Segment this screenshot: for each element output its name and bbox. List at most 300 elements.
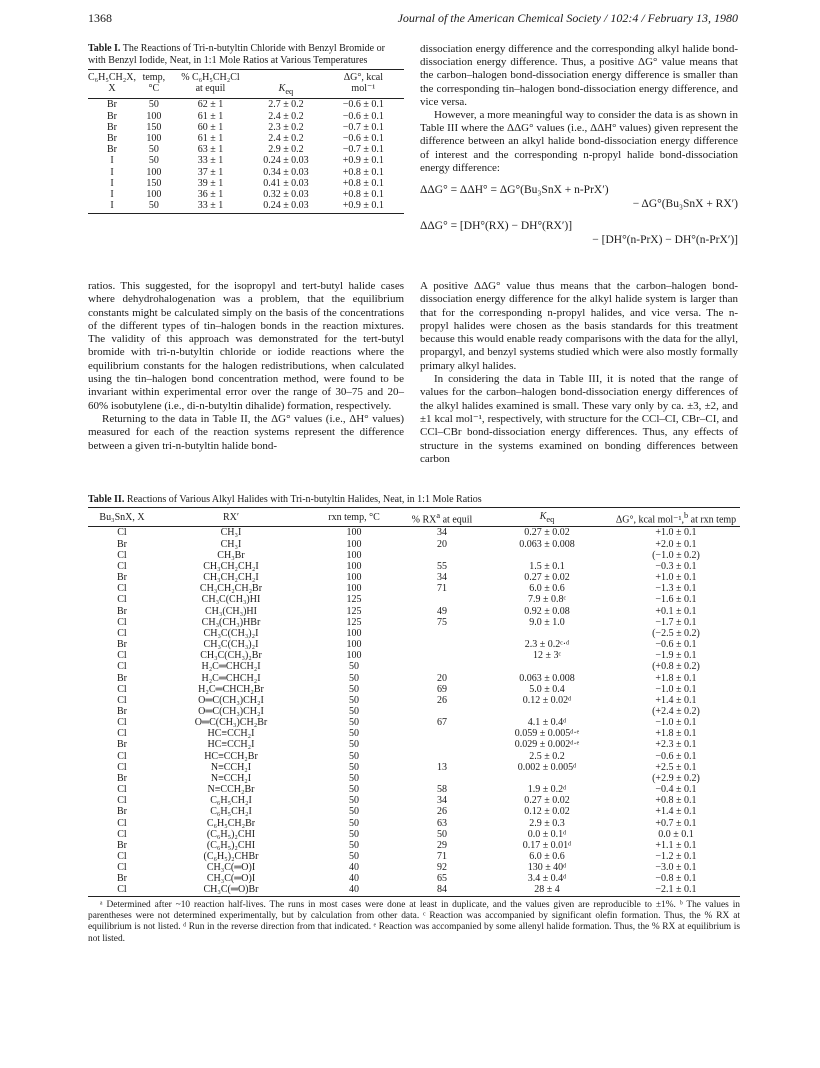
table-row [88,550,740,561]
table-cell: 0.12 ± 0.02 [524,806,570,818]
table-cell: CH₃C(CH₃)₂I [203,627,259,639]
table-cell: 5.0 ± 0.4 [529,683,565,695]
table-cell: 125 [346,605,362,617]
table-cell: 6.0 ± 0.6 [529,583,565,595]
table-row [88,167,404,178]
table2-caption-text: Reactions of Various Alkyl Halides with Tri-n-butyltin Halides, Neat, in 1:1 Mole Ratios [124,494,482,505]
table-row [88,840,740,851]
table-cell: Br [106,121,117,133]
table-cell: −1.7 ± 0.1 [655,616,697,628]
table-cell: +1.0 ± 0.1 [655,572,697,584]
equation-1-line-2: − ΔG°(Bu₃SnX + RX′) [632,198,738,211]
table-cell: 50 [349,717,359,729]
table-cell: Br [117,739,127,751]
table-cell: Br [117,672,127,684]
table-cell: CH₃CH₂CH₂I [203,572,259,584]
table-cell [402,650,482,661]
table1-h3: K [278,83,286,95]
table-cell: 71 [437,851,447,863]
table-cell: Cl [117,616,127,628]
equation-2-line-2: − [DH°(n-PrX) − DH°(n-PrX′)] [592,234,738,247]
table-row [88,762,740,773]
table-cell: CH₃I [220,538,242,550]
table2-header-cell [612,508,740,527]
table-cell: 50 [349,705,359,717]
table-row [88,829,740,840]
table-cell: −1.9 ± 0.1 [655,650,697,662]
table-cell: 0.24 ± 0.03 [263,155,309,167]
table-cell: 0.17 ± 0.01ᵈ [522,839,572,851]
table-row [88,155,404,166]
table-cell: 1.9 ± 0.2ᵈ [527,784,567,796]
table-cell: N≡CCH₂Br [207,784,255,796]
table-cell: (+2.4 ± 0.2) [652,705,700,717]
table-cell: H₂C═CHCH₂I [201,661,261,673]
table-cell [402,728,482,739]
table-cell: 63 [437,817,447,829]
table-row [88,639,740,650]
table-cell: 0.24 ± 0.03 [263,200,309,212]
table1-h1-line1: temp, [142,72,166,83]
table-cell: 65 [437,873,447,885]
table-cell: 71 [437,583,447,595]
table-row [88,133,404,144]
table-cell: CH₃C(CH₃)₂Br [200,650,262,662]
right-paragraph-3: A positive ΔΔG° value thus means that the carbon–halogen bond-dissociation energy difference for the alkyl halide system is larger than that for the corresponding n-propyl halides, and vice versa. The n-propyl halides were chosen as the basis standards for this treatment because this would enable ready comparisons with the data for the allyl, propargyl, and benzyl systems studied which were also mostly formally primary alkyl halides. [420,280,738,372]
table-cell: −1.0 ± 0.1 [655,717,697,729]
table-row [88,561,740,572]
table-cell: 33 ± 1 [197,200,224,212]
table-row [88,583,740,594]
table2-header [88,508,740,527]
table-cell: 37 ± 1 [197,166,224,178]
table-cell: 50 [349,672,359,684]
running-head [88,11,738,27]
table-cell: 50 [349,784,359,796]
table2-header-cell: Bu₃SnX, X [99,512,145,524]
table-row [88,784,740,795]
table-cell: +0.8 ± 0.1 [342,166,384,178]
table-cell: Cl [117,828,127,840]
table-cell: 150 [146,121,162,133]
table-cell: +0.1 ± 0.1 [655,605,697,617]
table-cell: 0.029 ± 0.002ᵈ·ᵉ [514,739,580,751]
table-cell: CH₃Br [217,549,245,561]
table-cell: I [110,166,114,178]
table-cell: O═C(CH₃)CH₂I [198,705,264,717]
table-cell: Cl [117,761,127,773]
table2-caption-label: Table II. [88,494,125,505]
table-cell: +0.8 ± 0.1 [655,795,697,807]
table-cell: +2.0 ± 0.1 [655,538,697,550]
table-cell: (C₆H₅)₂CHI [206,828,256,840]
left-column-bottom [88,280,404,453]
table-cell: 50 [349,828,359,840]
table-cell: +1.4 ± 0.1 [655,806,697,818]
table-cell: CH₃C(═O)I [206,873,256,885]
table-cell: Cl [117,817,127,829]
table-cell: Cl [117,717,127,729]
table-cell: H₂C═CHCH₂Br [198,683,264,695]
table-cell: 125 [346,616,362,628]
table-cell: 69 [437,683,447,695]
left-paragraph-1: ratios. This suggested, for the isopropyl and tert-butyl halide cases where dehydrohalogenation was a problem, that the equilibrium constants might be calculated simply on the basis of the concentrations of the different types of tin–halogen bonds in the reaction mixtures. The validity of this approach was demonstrated for the tert-butyl bromide with tri-n-butyltin chloride or iodide reactions where the equilibrium constants for the halogen redistributions, when calculated using the tin–halogen bond concentration method, were found to be invariant within experimental error over the range of 30–75 and 20–60% isobutylene (i.e., di-n-butyltin dihalide) formation, respectively. [88,280,404,412]
table-cell: 50 [349,817,359,829]
table-cell [402,550,482,561]
table-cell: (C₆H₅)₂CHI [206,839,256,851]
table-cell: 36 ± 1 [197,189,224,201]
table-cell: 50 [349,661,359,673]
table-cell [402,739,482,750]
table-cell: 100 [346,560,362,572]
table-cell: C₆H₅CH₂Br [206,817,256,829]
table-cell: 84 [437,884,447,896]
table-cell: −1.0 ± 0.1 [655,683,697,695]
table-cell: Cl [117,560,127,572]
table2-header-cell: rxn temp, °C [328,512,380,524]
table-cell: 55 [437,560,447,572]
table-cell: Br [106,144,117,156]
table-row [88,650,740,661]
table-cell: (+0.8 ± 0.2) [652,661,700,673]
table-cell: 50 [349,839,359,851]
table-row [88,717,740,728]
right-column-bottom [420,280,738,466]
table1-header-cell [323,70,404,99]
table-cell: 0.92 ± 0.08 [524,605,570,617]
table-cell: +1.8 ± 0.1 [655,672,697,684]
table2-h5: ΔG°, kcal mol⁻¹, [615,514,684,526]
table-cell: Br [117,839,127,851]
table-cell: 100 [346,527,362,539]
table-row [88,739,740,750]
table-cell: Br [117,806,127,818]
table-cell: 39 ± 1 [197,177,224,189]
table-cell [482,706,612,717]
table-cell: 50 [349,772,359,784]
table-cell: Cl [117,784,127,796]
table-cell: 50 [349,728,359,740]
table-cell: Cl [117,683,127,695]
table-cell: 2.7 ± 0.2 [268,99,304,111]
table-cell: Cl [117,650,127,662]
table-cell: 100 [346,538,362,550]
table-cell: Cl [117,527,127,539]
table1-h3-sub: eq [285,87,294,97]
table-cell: +2.5 ± 0.1 [655,761,697,773]
table-cell: O═C(CH₃)CH₂I [198,694,264,706]
table-cell: C₆H₅CH₂I [210,795,252,807]
table-cell: 1.5 ± 0.1 [529,560,565,572]
table2-h3: % RX [411,514,437,526]
table-cell: −0.3 ± 0.1 [655,560,697,572]
table-cell: Br [117,605,127,617]
table-row [88,617,740,628]
table-cell: 0.059 ± 0.005ᵈ·ᵉ [514,728,580,740]
table-cell [402,628,482,639]
table-cell: 6.0 ± 0.6 [529,851,565,863]
table-cell: 0.27 ± 0.02 [524,527,570,539]
table2-h4-sub: eq [546,514,555,524]
table1-header-cell [249,70,323,99]
table-cell: 0.32 ± 0.03 [263,189,309,201]
table-cell: 40 [349,862,359,874]
table1-header-cell [88,70,136,99]
table-cell: 50 [349,795,359,807]
table-cell: (C₆H₅)₂CHBr [203,851,259,863]
table-row [88,862,740,873]
table-cell: −1.3 ± 0.1 [655,583,697,595]
table-cell: +0.7 ± 0.1 [655,817,697,829]
table-cell [482,550,612,561]
table-cell: 33 ± 1 [197,155,224,167]
table-cell: 20 [437,672,447,684]
table-row [88,684,740,695]
table-cell: Br [117,538,127,550]
table-cell: 50 [349,694,359,706]
table-cell: 125 [346,594,362,606]
table-cell: 50 [349,851,359,863]
table-cell: +1.4 ± 0.1 [655,694,697,706]
table-cell [402,594,482,605]
table-cell: Br [106,110,117,122]
table-cell: +1.0 ± 0.1 [655,527,697,539]
table-cell: 50 [148,200,159,212]
table-cell: CH₃I [220,527,242,539]
table-row [88,873,740,884]
table2-h4: K [539,510,547,522]
table-cell: CH₃C(═O)I [206,862,256,874]
table-cell [402,706,482,717]
equation-1 [420,183,738,211]
table-cell: 50 [349,750,359,762]
table2-footnotes: ᵃ Determined after ~10 reaction half-lives. The runs in most cases were done at least in duplicate, and the values given are reproducible to ±1%. ᵇ The values in parentheses were not determined experimentally, but by calculation from other data. ᶜ Reaction was accompanied by significant olefin formation. Thus, the % RX at equilibrium is not listed. ᵈ Run in the reverse direction from that indicated. ᵉ Reaction was accompanied by some allenyl halide formation. Thus, the % RX at equilibrium is not listed. [88,899,740,944]
equation-1-line-1: ΔΔG° = ΔΔH° = ΔG°(Bu₃SnX + n-PrX′) [420,184,609,197]
table-cell: 100 [346,583,362,595]
table-cell: 100 [346,549,362,561]
table-cell: CH₃(CH₃)HI [205,605,257,617]
table-cell: −0.6 ± 0.1 [342,133,384,145]
table-cell: 92 [437,862,447,874]
table-cell: +0.8 ± 0.1 [342,177,384,189]
table-cell [402,639,482,650]
table-cell: Br [117,772,127,784]
left-column-top [88,43,404,214]
page-number: 1368 [88,11,112,25]
table-cell: HC≡CCH₂Br [204,750,258,762]
table-cell: 7.9 ± 0.8ᶜ [527,594,567,606]
table-cell: N≡CCH₂I [210,772,252,784]
table-cell: Br [117,572,127,584]
right-paragraph-2: However, a more meaningful way to consider the data is as shown in Table III where the ΔΔG° values (i.e., ΔΔH° values) given represent the difference between an alkyl halide bond-dissociation energy difference of interest and the corresponding n-propyl halide bond-dissociation energy difference: [420,109,738,174]
table-cell: 63 ± 1 [197,144,224,156]
table1-header-cell [172,70,249,99]
table-cell: CH₃C(═O)Br [203,884,259,896]
table1-h0-line1: C₆H₅CH₂X, [88,72,136,83]
table-cell: 0.0 ± 0.1 [658,828,694,840]
table-cell: Cl [117,862,127,874]
table-cell: I [110,177,114,189]
table-cell: HC≡CCH₂I [207,739,255,751]
table-cell: 50 [437,828,447,840]
table-cell: 0.002 ± 0.005ᵈ [517,761,577,773]
table-cell: 34 [437,572,447,584]
table-cell: I [110,200,114,212]
table-cell: 100 [346,627,362,639]
table-cell: CH₃CH₂CH₂I [203,560,259,572]
table-cell: −0.6 ± 0.1 [342,110,384,122]
table-cell: Br [106,99,117,111]
table-row [88,189,404,200]
table-cell: 13 [437,761,447,773]
table-cell: 2.3 ± 0.2 [268,121,304,133]
table-row [88,594,740,605]
table-cell: 50 [349,806,359,818]
table-cell [402,773,482,784]
table-cell: 62 ± 1 [197,99,224,111]
table2 [88,507,740,897]
table-cell: 0.41 ± 0.03 [263,177,309,189]
table-cell: 58 [437,784,447,796]
table-cell: 2.5 ± 0.2 [529,750,565,762]
table-cell: CH₃(CH₃)HBr [201,616,261,628]
table-cell: 130 ± 40ᵈ [527,862,567,874]
table2-h3-tail: at equil [440,514,473,526]
table-cell: 20 [437,538,447,550]
table-cell: 0.27 ± 0.02 [524,795,570,807]
table1-caption-label: Table I. [88,43,121,54]
table-row [88,884,740,896]
table-cell: 50 [148,144,159,156]
table-cell: 0.12 ± 0.02ᵈ [522,694,572,706]
equation-2-line-1: ΔΔG° = [DH°(RX) − DH°(RX′)] [420,220,573,233]
table-cell: Cl [117,627,127,639]
table-cell: 40 [349,884,359,896]
table-row [88,572,740,583]
table-cell: −2.1 ± 0.1 [655,884,697,896]
table-cell: −0.7 ± 0.1 [342,121,384,133]
table2-body [88,527,740,896]
table-cell: C₆H₅CH₂I [210,806,252,818]
table-cell: 0.063 ± 0.008 [519,538,575,550]
table-row [88,144,404,155]
table-cell: CH₃C(CH₃)HI [201,594,261,606]
table-cell: 50 [349,739,359,751]
table2-h5-tail: at rxn temp [688,514,737,526]
table-cell: 100 [146,133,162,145]
table1-header [88,70,404,99]
table-row [88,751,740,762]
table-cell [482,773,612,784]
table-cell: Cl [117,884,127,896]
table-row [88,527,740,539]
table-cell: I [110,155,114,167]
table-cell: 2.4 ± 0.2 [268,133,304,145]
table-cell: 34 [437,527,447,539]
journal-title: Journal of the American Chemical Society / 102:4 / February 13, 1980 [397,11,738,25]
table-cell: 2.4 ± 0.2 [268,110,304,122]
table-cell: (+2.9 ± 0.2) [652,772,700,784]
table-cell: 100 [346,650,362,662]
table-cell: +2.3 ± 0.1 [655,739,697,751]
table-cell: −0.7 ± 0.1 [342,144,384,156]
table-cell: Cl [117,594,127,606]
table-cell [482,661,612,672]
table-cell: Cl [117,583,127,595]
table1-caption [88,43,404,67]
table-cell: 100 [146,189,162,201]
table-cell: CH₃CH₂CH₂Br [199,583,263,595]
table-row [88,178,404,189]
table-cell: 100 [346,639,362,651]
table-cell: +1.8 ± 0.1 [655,728,697,740]
table-cell: 100 [346,572,362,584]
table-cell: Cl [117,661,127,673]
table-cell: Br [117,705,127,717]
table-cell: −3.0 ± 0.1 [655,862,697,874]
table-cell: 50 [349,761,359,773]
table-cell: I [110,189,114,201]
table-cell: −0.6 ± 0.1 [342,99,384,111]
table-row [88,851,740,862]
table-cell: 2.3 ± 0.2ᶜ·ᵈ [524,639,570,651]
table2-h5-sup: b [683,511,689,520]
table-row [88,628,740,639]
table1-h2-line1: % C₆H₅CH₂Cl [181,72,240,83]
table-cell: +0.8 ± 0.1 [342,189,384,201]
table-cell: 0.27 ± 0.02 [524,572,570,584]
table-cell: 0.34 ± 0.03 [263,166,309,178]
table-cell: 49 [437,605,447,617]
table-row [88,661,740,672]
table-cell: 100 [146,110,162,122]
table2-header-cell: RX′ [222,512,240,524]
table-cell: 61 ± 1 [197,133,224,145]
table-cell: −1.6 ± 0.1 [655,594,697,606]
table-cell: N≡CCH₂I [210,761,252,773]
table-row [88,99,404,111]
table2-caption [88,494,740,506]
table-cell: Cl [117,728,127,740]
table-cell [482,628,612,639]
right-paragraph-4: In considering the data in Table III, it is noted that the range of values for the carbon–halogen bond-dissociation energy differences of the alkyl halides examined is small. These vary only by ca. ±3, ±2, and ±1 kcal mol⁻¹, respectively, with structure for the CCl–CI, CBr–CI, and CCl–CBr bond-dissociation energy differences. Thus, any effects of structure in the systems examined on bonding differences between carbon [420,373,738,465]
table-cell: Br [106,133,117,145]
table1-header-cell [136,70,172,99]
table-cell: O═C(CH₃)CH₂Br [194,717,268,729]
table-cell: +1.1 ± 0.1 [655,839,697,851]
table-cell: 26 [437,694,447,706]
table1-h4-line2: mol⁻¹ [351,83,376,95]
table-cell: HC≡CCH₂I [207,728,255,740]
table-cell: −0.6 ± 0.1 [655,639,697,651]
table-row [88,200,404,214]
table-cell: 150 [146,177,162,189]
table-cell: Cl [117,549,127,561]
table-row [88,606,740,617]
table-cell: +0.9 ± 0.1 [342,155,384,167]
table-cell [402,661,482,672]
table-cell: 50 [148,99,159,111]
table-row [88,773,740,784]
equation-2 [420,219,738,247]
table-cell: 3.4 ± 0.4ᵈ [527,873,567,885]
table-cell: 0.0 ± 0.1ᵈ [527,828,567,840]
table-cell: (−1.0 ± 0.2) [652,549,700,561]
table1-h2-line2: at equil [195,83,226,95]
table-cell: 0.063 ± 0.008 [519,672,575,684]
table-cell: −0.6 ± 0.1 [655,750,697,762]
table-row [88,539,740,550]
